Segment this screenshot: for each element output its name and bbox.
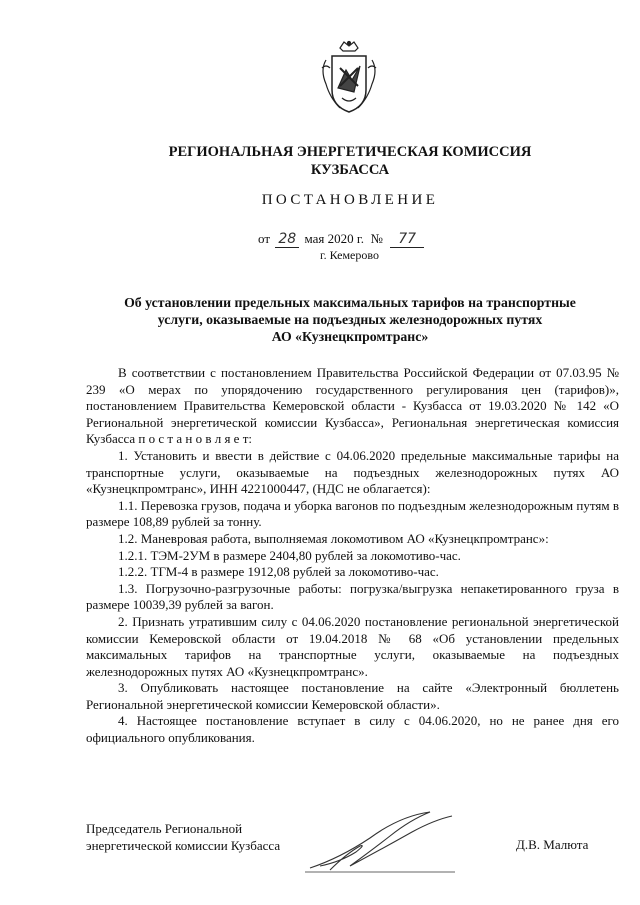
date-prefix: от bbox=[258, 231, 271, 246]
document-number: 77 bbox=[390, 231, 424, 248]
signatory-position bbox=[86, 820, 280, 854]
clause-3: 3. Опубликовать настоящее постановление на сайте «Электронный бюллетень Региональной энергетической комиссии Кемеровской области». bbox=[86, 680, 619, 712]
city: г. Кемерово bbox=[320, 248, 379, 262]
document-body bbox=[86, 365, 619, 747]
issuer-name-line2: КУЗБАССА bbox=[310, 162, 390, 178]
kuzbass-coat-of-arms-icon bbox=[318, 38, 380, 118]
title-line3: АО «Кузнецкпромтранс» bbox=[271, 329, 429, 344]
signatory-position-line2: энергетической комиссии Кузбасса bbox=[86, 838, 281, 853]
issuer-name-line1: РЕГИОНАЛЬНАЯ ЭНЕРГЕТИЧЕСКАЯ КОМИССИЯ bbox=[168, 144, 532, 160]
title-line2: услуги, оказываемые на подъездных железнодорожных путях bbox=[157, 312, 543, 327]
date-month-year: мая 2020 г. bbox=[304, 231, 365, 246]
clause-4: 4. Настоящее постановление вступает в силу с 04.06.2020, но не ранее дня его официального опубликования. bbox=[86, 713, 619, 746]
date-number-line bbox=[258, 231, 424, 248]
issuer-name bbox=[130, 143, 570, 179]
clause-1-2-1: 1.2.1. ТЭМ-2УМ в размере 2404,80 рублей за локомотиво-час. bbox=[118, 547, 461, 563]
clause-1-2-2: 1.2.2. ТГМ-4 в размере 1912,08 рублей за локомотиво-час. bbox=[118, 564, 439, 580]
signatory-name: Д.В. Малюта bbox=[516, 837, 589, 852]
signatory-position-line1: Председатель Региональной bbox=[86, 821, 243, 836]
document-type: ПОСТАНОВЛЕНИЕ bbox=[261, 192, 439, 208]
clause-1-1: 1.1. Перевозка грузов, подача и уборка вагонов по подъездным железнодорожным путям в размере 108,89 рублей за тонну. bbox=[86, 497, 619, 530]
handwritten-signature-icon bbox=[300, 808, 470, 878]
document-title bbox=[110, 294, 590, 345]
clause-1-3: 1.3. Погрузочно-разгрузочные работы: погрузка/выгрузка непакетированного груза в размере 10039,39 рублей за вагон. bbox=[86, 580, 619, 613]
title-line1: Об установлении предельных максимальных тарифов на транспортные bbox=[124, 295, 576, 310]
date-day: 28 bbox=[275, 231, 299, 248]
clause-1-2: 1.2. Маневровая работа, выполняемая локомотивом АО «Кузнецкпромтранс»: bbox=[118, 530, 549, 546]
clause-1: 1. Установить и ввести в действие с 04.06.2020 предельные максимальные тарифы на транспортные услуги, оказываемые на подъездных железнодорожных путях АО «Кузнецкпромтранс», ИНН 4221000447, (НДС не облагается): bbox=[86, 447, 619, 497]
clause-2: 2. Признать утратившим силу с 04.06.2020 постановление региональной энергетической комиссии Кемеровской области от 19.04.2018 № 68 «Об установлении предельных максимальных тарифов на транспортные услуги, оказываемые на подъездных железнодорожных путях АО «Кузнецкпромтранс». bbox=[86, 613, 619, 679]
number-sign: № bbox=[370, 231, 383, 246]
preamble-paragraph: В соответствии с постановлением Правительства Российской Федерации от 07.03.95 № 239 «О мерах по упорядочению государственного регулирования цен (тарифов)», постановлением Правительства Кемеровской области - Кузбасса от 19.03.2020 № 142 «О Региональной энергетической комиссии Кузбасса», Региональная энергетическая комиссия Кузбасса п о с т а н о в л я е т: bbox=[86, 365, 619, 447]
